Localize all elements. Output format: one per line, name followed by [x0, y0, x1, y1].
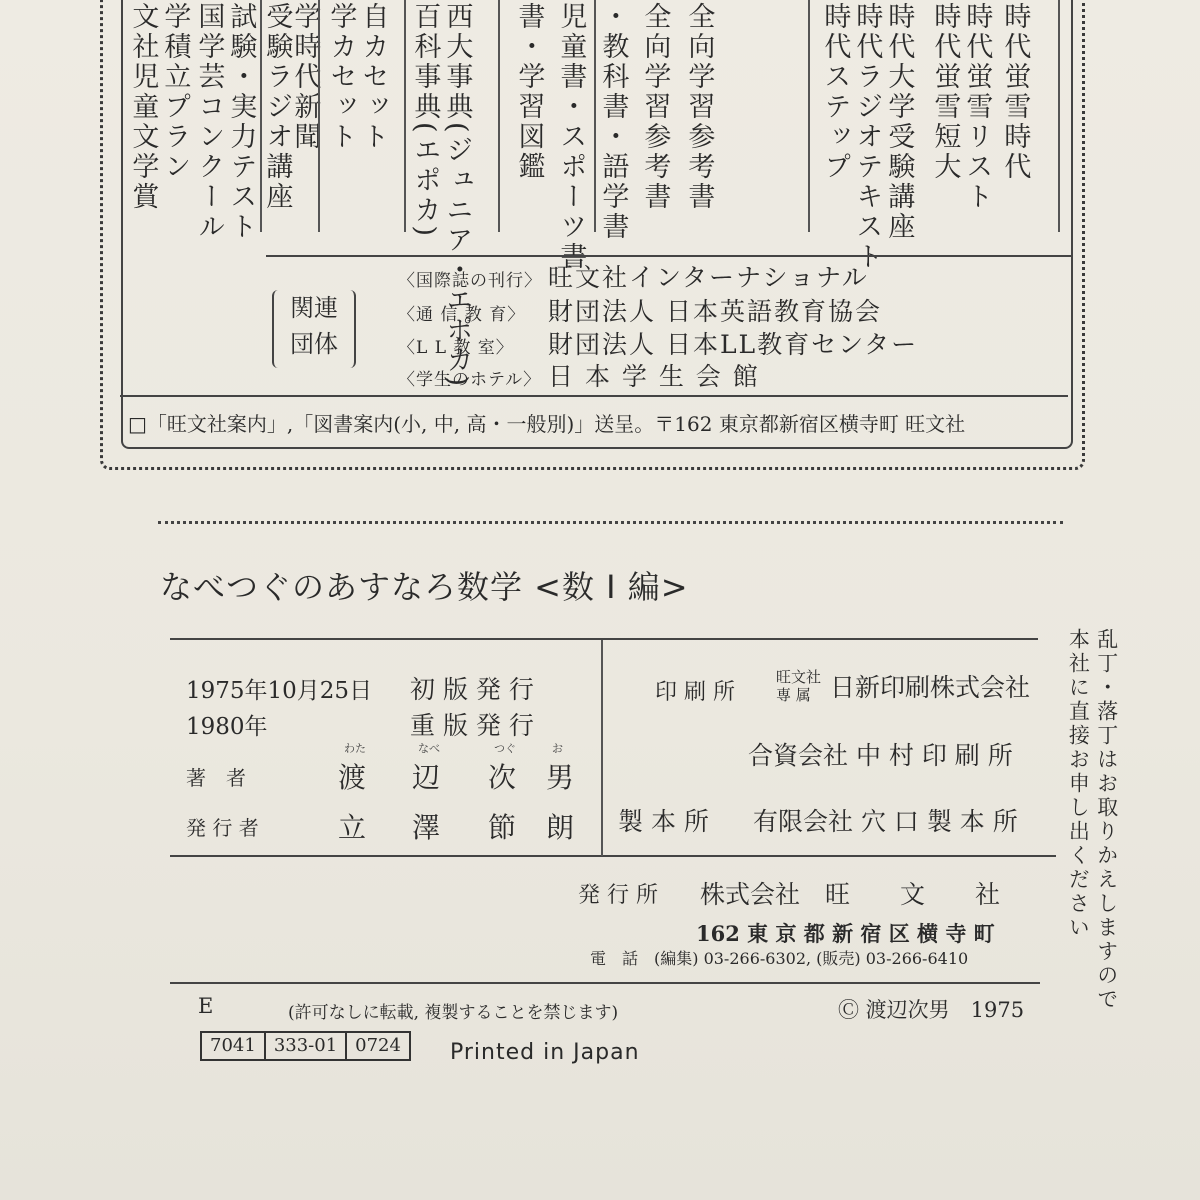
advert-column-text: 全向学習参考書 [683, 2, 715, 212]
related-category: 〈国際誌の刊行〉 [398, 271, 542, 291]
first-edition-date: 1975年10月25日 [186, 678, 373, 704]
related-category: 〈学生のホテル〉 [398, 370, 542, 390]
advert-column-divider [318, 0, 320, 232]
printer-name: 日新印刷株式会社 [830, 673, 1031, 702]
dotted-separator [158, 521, 1063, 524]
advert-column-text: 受験ラジオ講座 [261, 2, 293, 212]
printer-label: 印 刷 所 [655, 680, 735, 705]
publisher-address: 162 東 京 都 新 宿 区 横 寺 町 [696, 921, 995, 946]
advert-column-divider [404, 0, 406, 232]
ruby-reading: お [552, 742, 563, 755]
book-code: 7041 [202, 1033, 266, 1059]
reprint-date: 1980年 [186, 714, 268, 740]
publisher-phone: 電 話 (編集) 03-266-6302, (販売) 03-266-6410 [590, 949, 969, 968]
no-reprint-notice: (許可なしに転載, 複製することを禁じます) [288, 1003, 619, 1023]
advert-column-text: 西大事典(ジュニア・エポカ) [441, 2, 473, 390]
related-row [398, 292, 882, 328]
reprint-label: 重 版 発 行 [410, 711, 534, 740]
related-organization: 財団法人 日本英語教育協会 [548, 297, 882, 326]
advert-column-text: 時代蛍雪時代 [999, 2, 1031, 182]
advert-column-text: 児童書・スポーツ書 [555, 2, 587, 272]
related-organization: 日 本 学 生 会 館 [548, 362, 760, 391]
advert-column-text: 学時代新聞 [289, 2, 321, 152]
author-label: 著 者 [186, 766, 246, 790]
name-character: 節 [488, 811, 517, 844]
misprint-note [1064, 628, 1121, 1012]
advert-column-text: 書・学習図鑑 [513, 2, 545, 182]
binder-name: 有限会社 穴 口 製 本 所 [753, 807, 1018, 836]
advert-column-divider [594, 0, 596, 232]
related-row [398, 357, 760, 393]
name-character: 男 [546, 761, 575, 794]
advert-column-text: 時代ラジオテキスト [851, 2, 883, 272]
advert-column-text: 試験・実力テスト [225, 2, 257, 242]
publisher-name: 株式会社 旺 文 社 [700, 880, 1001, 909]
related-organization: 旺文社インターナショナル [548, 263, 869, 292]
related-label-line-1: 関連 [290, 294, 338, 322]
advert-footer-note: □「旺文社案内」,「図書案内(小, 中, 高・一般別)」送呈。〒162 東京都新宿区横寺町 旺文社 [128, 412, 966, 436]
book-title: なべつぐのあすなろ数学 <数 I 編> [160, 568, 689, 606]
advert-column-text: 時代蛍雪短大 [929, 2, 961, 182]
printed-in-japan: Printed in Japan [450, 1040, 640, 1065]
advert-column-divider [498, 0, 500, 232]
advert-column-text: 全向学習参考書 [639, 2, 671, 212]
advert-column-text: 時代大学受験講座 [883, 2, 915, 242]
book-code: 0724 [355, 1035, 401, 1056]
related-label-line-2: 団体 [290, 330, 338, 358]
related-category: 〈通 信 教 育〉 [398, 305, 526, 325]
copyright-notice: Ⓒ 渡辺次男 1975 [838, 998, 1025, 1022]
publisher-person-label: 発 行 者 [186, 816, 259, 840]
misprint-note-line-1: 乱丁・落丁はお取りかえしますので [1094, 628, 1119, 1012]
advert-column-text: 学積立プラン [159, 2, 191, 182]
misprint-note-line-2: 本社に直接お申し出ください [1066, 628, 1091, 940]
related-organizations-label [272, 290, 356, 368]
advert-column-text: 国学芸コンクール [193, 2, 225, 242]
related-category: 〈L L 教 室〉 [398, 338, 514, 358]
advert-column-text: 文社児童文学賞 [127, 2, 159, 212]
printer-sub-label: 旺文社 [776, 668, 822, 686]
advert-column-text: 時代ステップ [819, 2, 851, 182]
edition-letter: E [198, 994, 214, 1018]
name-character: 渡 [338, 761, 367, 794]
name-character: 立 [338, 811, 367, 844]
book-code: 333-01 [266, 1033, 347, 1059]
advert-column-text: 学カセット [325, 2, 357, 152]
advert-column-divider [1058, 0, 1060, 232]
second-printer-name: 合資会社 中 村 印 刷 所 [748, 741, 1013, 770]
name-character: 朗 [546, 811, 575, 844]
ruby-reading: わた [344, 742, 366, 755]
publisher-label: 発 行 所 [578, 883, 658, 908]
book-code-box [200, 1031, 411, 1061]
advert-divider [120, 395, 1068, 397]
name-character: 次 [488, 761, 517, 794]
related-organization: 財団法人 日本LL教育センター [548, 330, 919, 359]
related-row [398, 258, 869, 294]
first-edition-label: 初 版 発 行 [410, 675, 534, 704]
colophon-column-divider [601, 640, 603, 856]
name-character: 澤 [412, 811, 441, 844]
advert-column-divider [260, 0, 262, 232]
colophon-top-rule [170, 638, 1038, 640]
ruby-reading: なべ [418, 742, 440, 755]
advert-column-divider [808, 0, 810, 232]
binder-label: 製 本 所 [618, 807, 709, 836]
advert-divider [266, 255, 1072, 257]
advert-column-text: 百科事典(エポカ) [409, 2, 441, 240]
colophon-bottom-rule [170, 982, 1040, 984]
advert-column-text: 時代蛍雪リスト [961, 2, 993, 212]
advert-column-text: ・教科書・語学書 [597, 2, 629, 242]
advert-column-text: 自カセット [357, 2, 389, 152]
printer-sub-label: 専 属 [776, 686, 811, 704]
name-character: 辺 [412, 761, 441, 794]
ruby-reading: つぐ [494, 742, 516, 755]
related-row [398, 325, 918, 361]
colophon-middle-rule [170, 855, 1056, 857]
